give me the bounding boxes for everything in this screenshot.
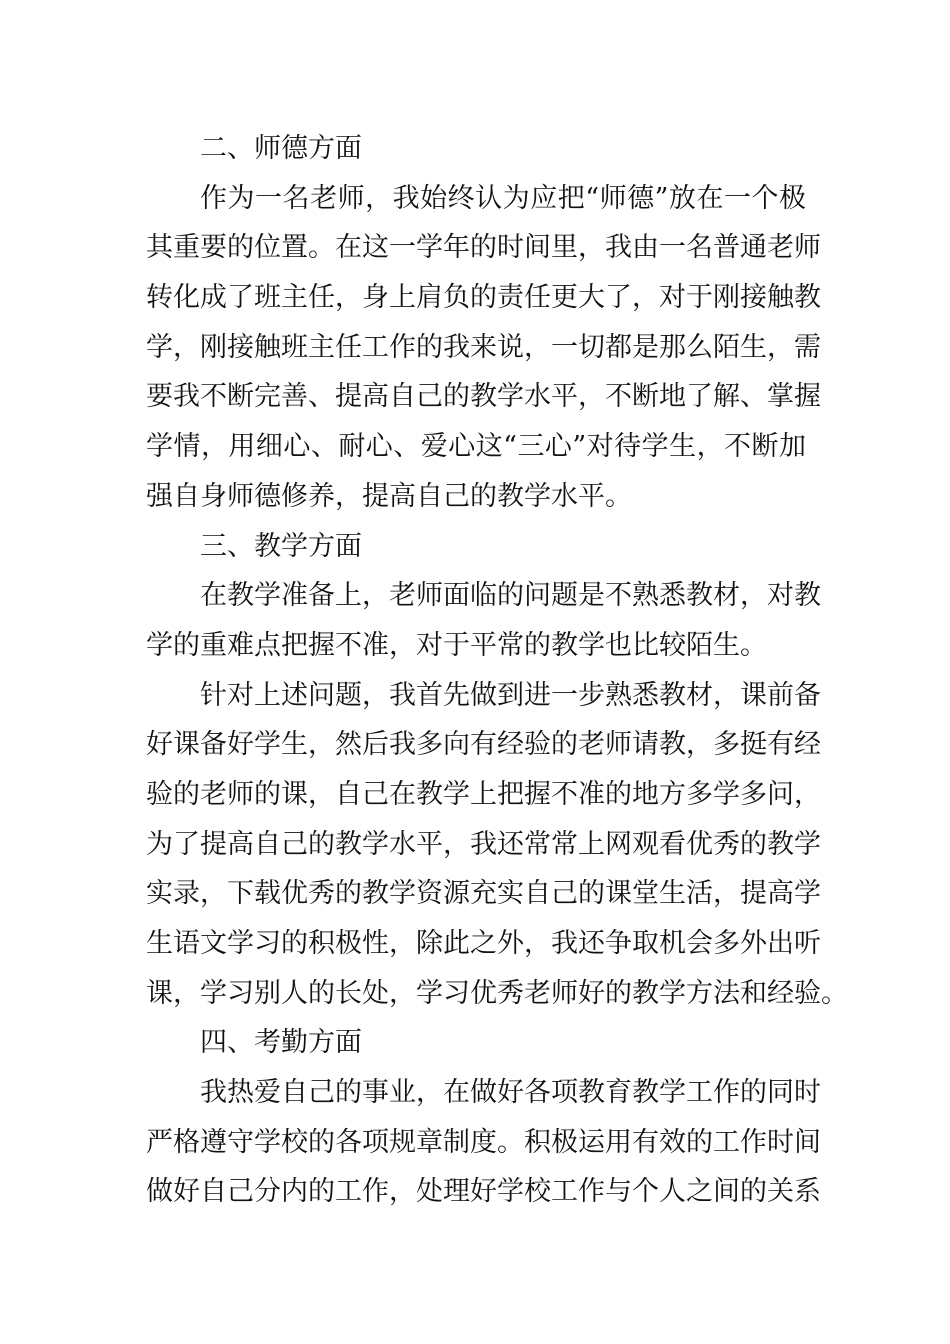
paragraph-line: 转化成了班主任，身上肩负的责任更大了，对于刚接触教 [146,282,821,314]
paragraph-line: 我热爱自己的事业，在做好各项教育教学工作的同时 [200,1077,821,1109]
paragraph-line: 要我不断完善、提高自己的教学水平，不断地了解、掌握 [146,381,821,413]
section-heading-ethics [146,124,806,174]
paragraph-ethics [146,174,821,522]
paragraph-attendance [146,1068,821,1217]
paragraph-line: 课，学习别人的长处，学习优秀老师好的教学方法和经验。 [146,977,848,1009]
paragraph-line: 其重要的位置。在这一学年的时间里，我由一名普通老师 [146,232,821,264]
paragraph-line: 生语文学习的积极性，除此之外，我还争取机会多外出听 [146,928,821,959]
heading-text: 二、师德方面 [200,133,362,164]
paragraph-teaching-solution [146,671,848,1019]
paragraph-line: 学情，用细心、耐心、爱心这“三心”对待学生，不断加 [146,431,806,463]
heading-text: 三、教学方面 [200,530,362,562]
document-page [146,124,848,1217]
paragraph-line: 学的重难点把握不准，对于平常的教学也比较陌生。 [146,629,767,661]
paragraph-line: 强自身师德修养，提高自己的教学水平。 [146,480,632,512]
paragraph-line: 严格遵守学校的各项规章制度。积极运用有效的工作时间 [146,1126,821,1158]
paragraph-line: 在教学准备上，老师面临的问题是不熟悉教材，对教 [200,580,821,612]
paragraph-line: 验的老师的课，自己在教学上把握不准的地方多学多问， [146,778,821,810]
section-heading-attendance [146,1018,806,1068]
paragraph-line: 为了提高自己的教学水平，我还常常上网观看优秀的教学 [146,828,821,860]
paragraph-line: 实录，下载优秀的教学资源充实自己的课堂生活，提高学 [146,878,821,910]
paragraph-line: 好课备好学生，然后我多向有经验的老师请教，多挺有经 [146,729,821,761]
paragraph-line: 针对上述问题，我首先做到进一步熟悉教材，课前备 [200,679,821,711]
paragraph-line: 作为一名老师，我始终认为应把“师德”放在一个极 [200,182,806,214]
paragraph-line: 学，刚接触班主任工作的我来说，一切都是那么陌生，需 [146,331,821,363]
paragraph-teaching-problem [146,571,821,670]
section-heading-teaching [146,522,806,572]
paragraph-line: 做好自己分内的工作，处理好学校工作与个人之间的关系 [146,1176,821,1208]
heading-text: 四、考勤方面 [200,1027,362,1059]
